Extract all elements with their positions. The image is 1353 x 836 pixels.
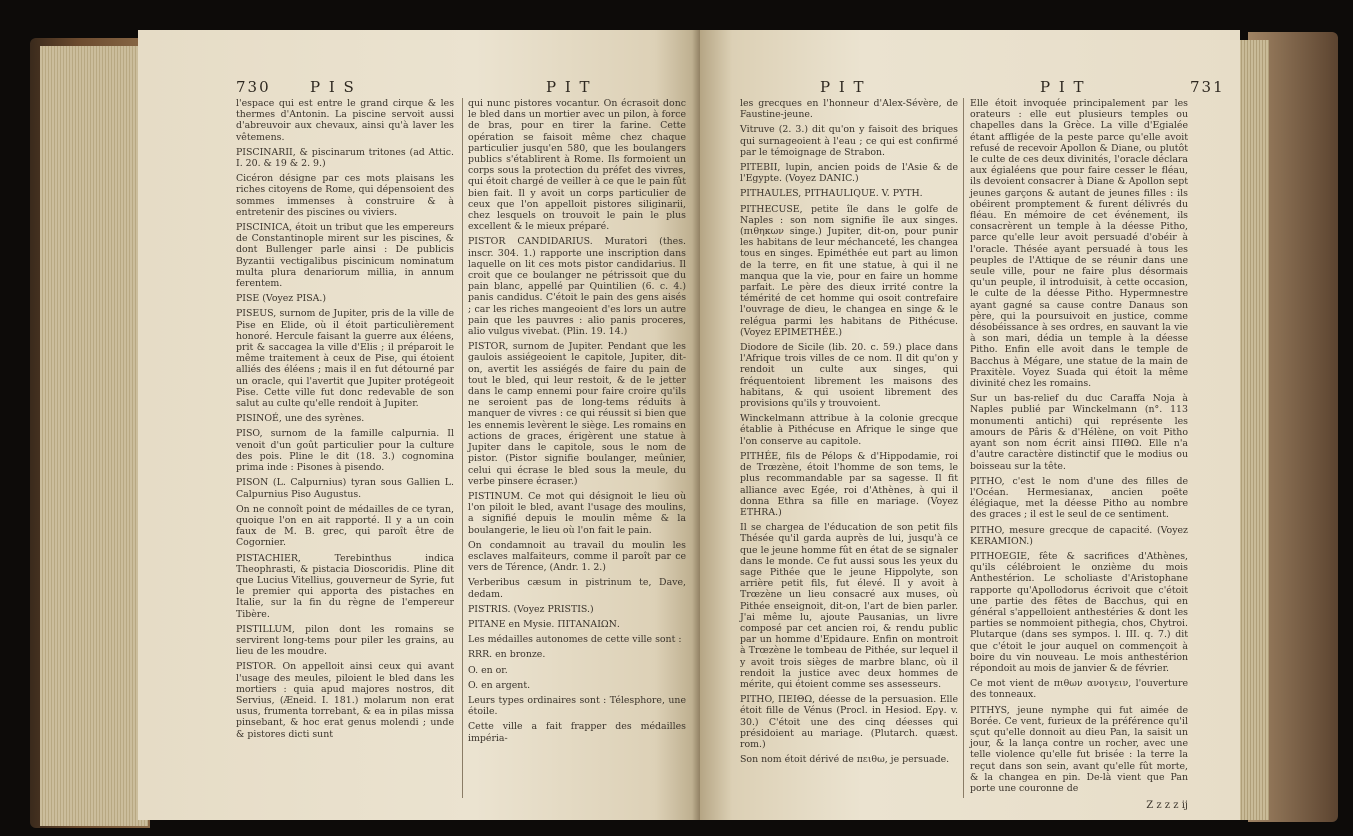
left-column-2: [468, 98, 686, 748]
signature-mark: Z z z z ij: [1146, 800, 1188, 812]
paragraph: l'espace qui est entre le grand cirque & les thermes d'Antonin. La piscine servoit aussi d'abreuvoir aux chevaux, ainsi qu'à laver les vêtemens.: [236, 98, 454, 143]
running-head-left: P I S: [310, 78, 356, 96]
paragraph: PISINOÉ, une des syrènes.: [236, 413, 365, 425]
paragraph: PISTOR CANDIDARIUS. Muratori (thes. inscr. 304. 1.) rapporte une inscription dans laquelle on lit ces mots pistor candidarius. Il croit que ce boulanger ne pétrissoit que du pain blanc, appellé par Quintilien (6. c. 4.) panis candidus. C'étoit le pain des gens aisés ; car les riches mangeoient d'es lors un autre pain que les pauvres : alio panis proceres, alio vulgus vivebat. (Plin. 19. 14.): [468, 236, 686, 338]
paragraph: PITHÉE, fils de Pélops & d'Hippodamie, roi de Trœzène, étoit l'homme de son tems, le plus recommandable par sa sagesse. Il fit alliance avec Egée, roi d'Athènes, à qui il donna Ethra sa fille en mariage. (Voyez ETHRA.): [740, 450, 958, 518]
paragraph: Diodore de Sicile (lib. 20. c. 59.) place dans l'Afrique trois villes de ce nom. Il dit qu'on y rendoit un culte aux singes, qui fréquentoient librement les maisons des habitans, & qui usoient librement des provisions qu'ils y trouvoient.: [740, 342, 958, 410]
paragraph: Vitruve (2. 3.) dit qu'on y faisoit des briques qui surnageoient à l'eau ; ce qui est confirmé par le témoignage de Strabon.: [740, 124, 958, 158]
page-edges-left: [40, 46, 148, 826]
left-page: [138, 30, 700, 820]
paragraph: Elle étoit invoquée principalement par les orateurs : elle eut plusieurs temples ou chapelles dans la Grèce. La ville d'Egialée étant affligée de la peste parce qu'elle avoit refusé de recevoir Apollon & Diane, ou plutôt le culte de ces deux divinités, l'oracle déclara aux égialéens que pour faire cesser le fléau, ils devoient consacrer à Diane & Apollon sept jeunes garçons & autant de jeunes filles : ils obéirent promptement & furent délivrés du fléau. En mémoire de cet événement, ils consacrèrent un temple à la déesse Pitho, parce qu'elle leur avoit persuadé d'obéir à l'oracle. Thésée ayant persuadé à tous les peuples de l'Attique de se réunir dans une seule ville, pour ne faire plus désormais qu'un peuple, il introduisit, à cette occasion, le culte de la déesse Pitho. Hypermnestre ayant gagné sa cause contre Danaus son père, qui la poursuivoit en justice, comme désobéissance à ses ordres, en sauvant la vie à son mari, dédia un temple à la déesse Pitho. Enfin elle avoit dans le temple de Bacchus à Mégare, une statue de la main de Praxitèle. Voyez Suada qui étoit la même divinité chez les romains.: [970, 98, 1188, 390]
paragraph: On ne connoît point de médailles de ce tyran, quoique l'on en ait rapporté. Il y a un coin faux de M. B. grec, qui paroît être de Cogornier.: [236, 503, 454, 549]
paragraph: PITHO, c'est le nom d'une des filles de l'Océan. Hermesianax, ancien poëte élégiaque, met la déesse Pitho au nombre des graces ; il est le seul de ce sentiment.: [970, 475, 1188, 521]
open-book: [8, 10, 1348, 830]
paragraph: PITHO, mesure grecque de capacité. (Voyez KERAMION.): [970, 524, 1188, 547]
paragraph: Verberibus cæsum in pistrinum te, Dave, dedam.: [468, 577, 686, 600]
paragraph: Les médailles autonomes de cette ville sont :: [468, 634, 682, 646]
paragraph: O. en or.: [468, 664, 508, 676]
paragraph: Winckelmann attribue à la colonie grecque établie à Pithécuse en Afrique le singe que l'on conserve au capitole.: [740, 413, 958, 447]
paragraph: PITHOEGIE, fête & sacrifices d'Athènes, qu'ils célébroient le onzième du mois Anthestérion. Le scholiaste d'Aristophane rapporte qu'Apollodorus écrivoit que c'étoit une partie des fêtes de Bacchus, qui en général s'appelloient anthestéries & dont les parties se nommoient pithegia, chos, Chytroi. Plutarque (dans ses sympos. l. III. q. 7.) dit que c'étoit le jour auquel on commençoit à boire du vin nouveau. Le mois anthestérion répondoit au mois de janvier & de février.: [970, 550, 1188, 674]
running-head-right-2: P I T: [1040, 78, 1086, 96]
paragraph: PITHO, ΠΕΙΘΩ, déesse de la persuasion. Elle étoit fille de Vénus (Procl. in Hesiod. Εργ. v. 30.) C'étoit une des cinq déesses qui présidoient au mariage. (Plutarch. quæst. rom.): [740, 694, 958, 750]
right-column-2: [970, 98, 1188, 811]
paragraph: PISE (Voyez PISA.): [236, 293, 327, 305]
running-head-left-2: P I T: [546, 78, 592, 96]
paragraph: PISTOR, surnom de Jupiter. Pendant que les gaulois assiégeoient le capitole, Jupiter, dit-on, avertit les assiégés de faire du pain de tout le bled, qui leur restoit, & de le jetter dans le camp ennemi pour faire croire qu'ils ne seroient pas de long-tems réduits à manquer de vivres : ce qui réussit si bien que les ennemis levèrent le siège. Les romains en actions de graces, érigèrent une statue à Jupiter dans le capitole, sous le nom de pistor. (Pistor signifie boulanger, meûnier, celui qui écrase le bled sous la meule, du verbe pinsere écraser.): [468, 341, 686, 487]
paragraph: PITHAULES, PITHAULIQUE. V. PYTH.: [740, 188, 923, 200]
paragraph: Cette ville a fait frapper des médailles impéria-: [468, 721, 686, 744]
paragraph: On condamnoit au travail du moulin les esclaves malfaiteurs, comme il paroît par ce vers de Térence, (Andr. 1. 2.): [468, 539, 686, 574]
paragraph: Il se chargea de l'éducation de son petit fils Thésée qu'il garda auprès de lui, jusqu'à ce que le jeune homme fût en état de se signaler dans le monde. Ce fut aussi sous les yeux du sage Pithée que le jeune Hippolyte, son arrière petit fils, fut élevé. Il y avoit à Trœzène un lieu consacré aux muses, où Pithée enseignoit, dit-on, l'art de bien parler. J'ai même lu, ajoute Pausanias, un livre composé par cet ancien roi, & rendu public par un homme d'Epidaure. Enfin on montroit à Trœzène le tombeau de Pithée, sur lequel il y avoit trois sièges de marbre blanc, où il rendoit la justice avec deux hommes de mérite, qui étoient comme ses assesseurs.: [740, 522, 958, 690]
page-number-right: 731: [1190, 78, 1225, 96]
paragraph: Leurs types ordinaires sont : Télesphore, une étoile.: [468, 694, 686, 718]
paragraph: PISCINICA, étoit un tribut que les empereurs de Constantinople mirent sur les piscines, & dont Bullenger parle ainsi : De publicis Byzantii vectigalibus piscinicum nominatum multa plura denariorum millia, in annum ferentem.: [236, 222, 454, 290]
paragraph: PISCINARII, & piscinarum tritones (ad Attic. I. 20. & 19 & 2. 9.): [236, 146, 454, 170]
paragraph: PISTOR. On appelloit ainsi ceux qui avant l'usage des meules, piloient le bled dans les mortiers : quia apud majores nostros, dit Servius, (Æneid. I. 181.) molarum non erat usus, frumenta torrebant, & ea in pilas missa pinsebant, & hoc erat genus molendi ; unde & pistores dicti sunt: [236, 661, 454, 740]
page-number-left: 730: [236, 78, 271, 96]
paragraph: PITANE en Mysie. ΠΙΤΑΝΑΙΩΝ.: [468, 618, 620, 630]
left-column-1: [236, 98, 454, 744]
paragraph: les grecques en l'honneur d'Alex-Sévère, de Faustine-jeune.: [740, 98, 958, 121]
paragraph: PISTACHIER, Terebinthus indica Theophrasti, & pistacia Dioscoridis. Pline dit que Lucius Vitellius, gouverneur de Syrie, fut le premier qui apporta des pistaches en Italie, sur la fin du règne de l'empereur Tibère.: [236, 552, 454, 620]
paragraph: PITHYS, jeune nymphe qui fut aimée de Borée. Ce vent, furieux de la préférence qu'il sçut qu'elle donnoit au dieu Pan, la saisit un jour, & la lança contre un rocher, avec une telle violence qu'elle fut brisée : la terre la reçut dans son sein, avant qu'elle fût morte, & la changea en pin. De-là vient que Pan porte une couronne de: [970, 704, 1188, 794]
paragraph: Sur un bas-relief du duc Caraffa Noja à Naples publié par Winckelmann (n°. 113 monumenti antichi) qui représente les amours de Pâris & d'Hélène, on voit Pitho ayant son nom écrit ainsi ΠΙΘΩ. Elle n'a d'autre caractère distinctif que le modius ou boisseau sur la tête.: [970, 393, 1188, 472]
paragraph: O. en argent.: [468, 679, 531, 691]
paragraph: PISTRIS. (Voyez PRISTIS.): [468, 603, 594, 615]
paragraph: PISTINUM. Ce mot qui désignoit le lieu où l'on piloit le bled, avant l'usage des moulins, a signifié depuis le moulin même & la boulangerie, le lieu où l'on fait le pain.: [468, 490, 686, 536]
running-head-right: P I T: [820, 78, 866, 96]
column-rule: [963, 98, 964, 798]
paragraph: PISTILLUM, pilon dont les romains se servirent long-tems pour piler les grains, au lieu de les moudre.: [236, 623, 454, 658]
column-rule: [462, 98, 463, 798]
paragraph: qui nunc pistores vocantur. On écrasoit donc le bled dans un mortier avec un pilon, à force de bras, pour en tirer la farine. Cette opération se faisoit même chez chaque particulier jusqu'en 580, que les boulangers publics s'établirent à Rome. Ils formoient un corps sous la protection du préfet des vivres, qui étoit chargé de veiller à ce que le pain fût bien fait. Il y avoit un corps particulier de ceux que l'on appelloit pistores siliginarii, chez lesquels on trouvoit le pain le plus excellent & le mieux préparé.: [468, 98, 686, 233]
paragraph: PITHECUSE, petite île dans le golfe de Naples : son nom signifie île aux singes. (πιθηκων singe.) Jupiter, dit-on, pour punir les habitans de leur méchanceté, les changea tous en singes. Epiméthée eut part au limon de la terre, en fit une statue, à qui il ne manqua que la vie, pour en faire un homme parfait. Le père des dieux irrité contre la témérité de cet homme qui osoit contrefaire l'ouvrage de dieu, le changea en singe & le relégua parmi les habitans de Pithécuse. (Voyez EPIMETHÉE.): [740, 203, 958, 338]
paragraph: PISO, surnom de la famille calpurnia. Il venoit d'un goût particulier pour la culture des pois. Pline le dit (18. 3.) cognomina prima inde : Pisones à pisendo.: [236, 428, 454, 474]
paragraph: PITEBII, lupin, ancien poids de l'Asie & de l'Egypte. (Voyez DANIC.): [740, 162, 958, 185]
paragraph: RRR. en bronze.: [468, 649, 546, 661]
paragraph: PISON (L. Calpurnius) tyran sous Gallien L. Calpurnius Piso Augustus.: [236, 477, 454, 500]
paragraph: Ce mot vient de πιθων ανοιγειν, l'ouverture des tonneaux.: [970, 678, 1188, 701]
right-column-1: [740, 98, 958, 769]
paragraph: PISEUS, surnom de Jupiter, pris de la ville de Pise en Elide, où il étoit particulièrement honoré. Hercule faisant la guerre aux éléens, prit & saccagea la ville d'Elis ; il préparoit le même traitement à ceux de Pise, qui étoient alliés des éléens ; mais il en fut détourné par un oracle, qui l'avertit que Jupiter protégeoit Pise. Cette ville fut donc redevable de son salut au culte qu'elle rendoit à Jupiter.: [236, 308, 454, 410]
paragraph: Cicéron désigne par ces mots plaisans les riches citoyens de Rome, qui dépensoient des sommes immenses à construire & à entretenir des piscines ou viviers.: [236, 173, 454, 218]
right-page: [700, 30, 1240, 820]
paragraph: Son nom étoit dérivé de πειθω, je persuade.: [740, 754, 950, 766]
